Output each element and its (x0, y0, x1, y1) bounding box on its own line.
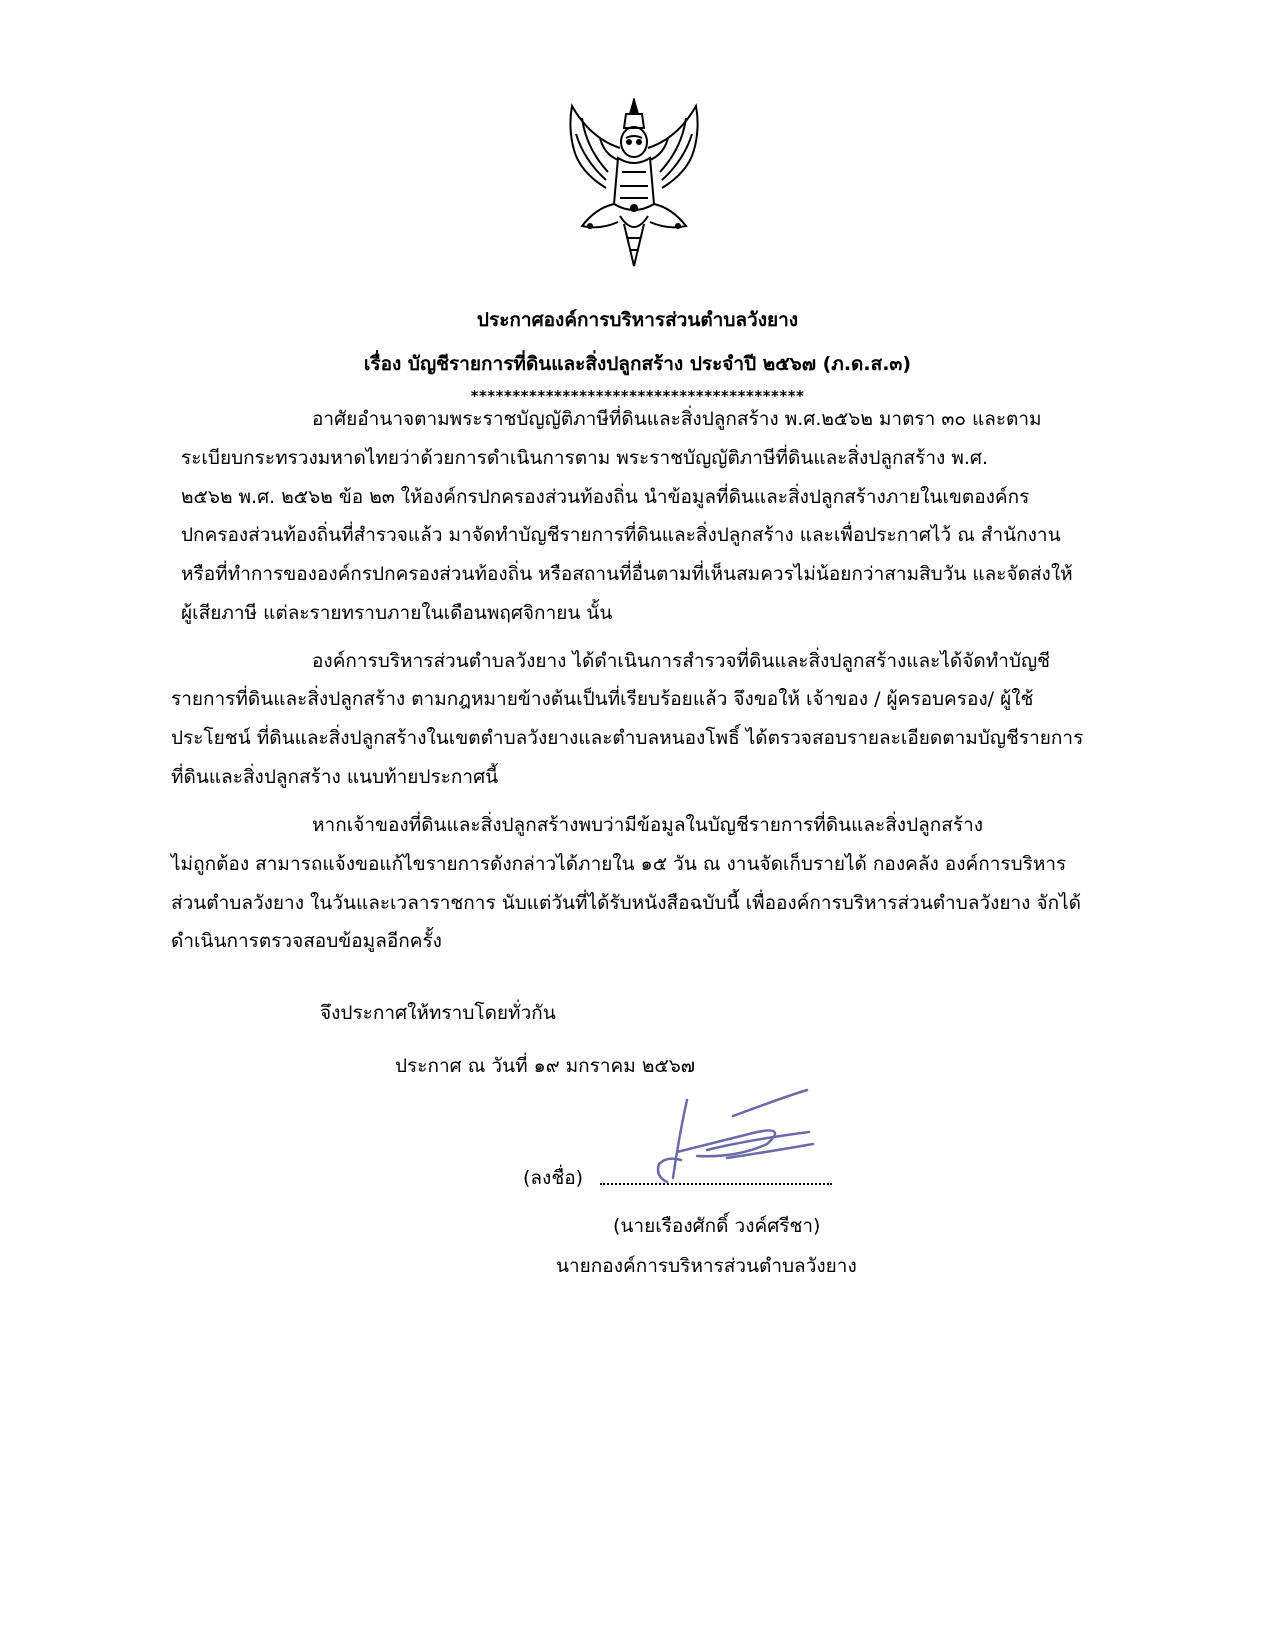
paragraph-2-line: องค์การบริหารส่วนตำบลวังยาง ได้ดำเนินการสำรวจที่ดินและสิ่งปลูกสร้างและได้จัดทำบัญชี (312, 650, 1051, 672)
signer-name: (นายเรืองศักดิ์ วงค์ศรีชา) (613, 1215, 821, 1237)
paragraph-3-line: หากเจ้าของที่ดินและสิ่งปลูกสร้างพบว่ามีข้อมูลในบัญชีรายการที่ดินและสิ่งปลูกสร้าง (312, 814, 984, 836)
paragraph-1-line: ปกครองส่วนท้องถิ่นที่สำรวจแล้ว มาจัดทำบัญชีรายการที่ดินและสิ่งปลูกสร้าง และเพื่อประกาศไว้ ณ สำนักงาน (181, 524, 1061, 546)
title-separator: **************************************** (470, 387, 805, 405)
paragraph-2-line: ที่ดินและสิ่งปลูกสร้าง แนบท้ายประกาศนี้ (171, 766, 499, 788)
announcement-date: ประกาศ ณ วันที่ ๑๙ มกราคม ๒๕๖๗ (395, 1055, 696, 1077)
paragraph-1-line: ๒๕๖๒ พ.ศ. ๒๕๖๒ ข้อ ๒๓ ให้องค์กรปกครองส่วนท้องถิ่น นำข้อมูลที่ดินและสิ่งปลูกสร้างภายในเขตองค์กร (181, 486, 1030, 508)
signature-label: (ลงชื่อ) (523, 1167, 584, 1189)
announcement-title: ประกาศองค์การบริหารส่วนตำบลวังยาง (476, 309, 799, 331)
paragraph-1-line: อาศัยอำนาจตามพระราชบัญญัติภาษีที่ดินและสิ่งปลูกสร้าง พ.ศ.๒๕๖๒ มาตรา ๓๐ และตาม (312, 408, 1042, 430)
paragraph-3-line: ดำเนินการตรวจสอบข้อมูลอีกครั้ง (171, 930, 442, 952)
closing-statement: จึงประกาศให้ทราบโดยทั่วกัน (320, 1002, 556, 1024)
signer-position: นายกองค์การบริหารส่วนตำบลวังยาง (556, 1255, 857, 1277)
garuda-emblem-icon (560, 98, 708, 270)
paragraph-1-line: ระเบียบกระทรวงมหาดไทยว่าด้วยการดำเนินการตาม พระราชบัญญัติภาษีที่ดินและสิ่งปลูกสร้าง พ.ศ. (181, 447, 988, 469)
paragraph-1-line: หรือที่ทำการขององค์กรปกครองส่วนท้องถิ่น หรือสถานที่อื่นตามที่เห็นสมควรไม่น้อยกว่าสามสิบวัน และจัดส่งให้ (181, 563, 1073, 585)
paragraph-2-line: รายการที่ดินและสิ่งปลูกสร้าง ตามกฎหมายข้างต้นเป็นที่เรียบร้อยแล้ว จึงขอให้ เจ้าของ / ผู้ครอบครอง/ ผู้ใช้ (171, 688, 1034, 710)
paragraph-1-line: ผู้เสียภาษี แต่ละรายทราบภายในเดือนพฤศจิกายน นั้น (181, 602, 613, 624)
signature-line (600, 1173, 832, 1185)
paragraph-2-line: ประโยชน์ ที่ดินและสิ่งปลูกสร้างในเขตตำบลวังยางและตำบลหนองโพธิ์ ได้ตรวจสอบรายละเอียดตามบัญชีรายการ (171, 727, 1084, 749)
paragraph-3-line: ส่วนตำบลวังยาง ในวันและเวลาราชการ นับแต่วันที่ได้รับหนังสือฉบับนี้ เพื่อองค์การบริหารส่วนตำบลวังยาง จักได้ (171, 892, 1082, 914)
announcement-subject: เรื่อง บัญชีรายการที่ดินและสิ่งปลูกสร้าง ประจำปี ๒๕๖๗ (ภ.ด.ส.๓) (363, 353, 912, 375)
paragraph-3-line: ไม่ถูกต้อง สามารถแจ้งขอแก้ไขรายการดังกล่าวได้ภายใน ๑๕ วัน ณ งานจัดเก็บรายได้ กองคลัง องค์การบริหาร (171, 853, 1067, 875)
